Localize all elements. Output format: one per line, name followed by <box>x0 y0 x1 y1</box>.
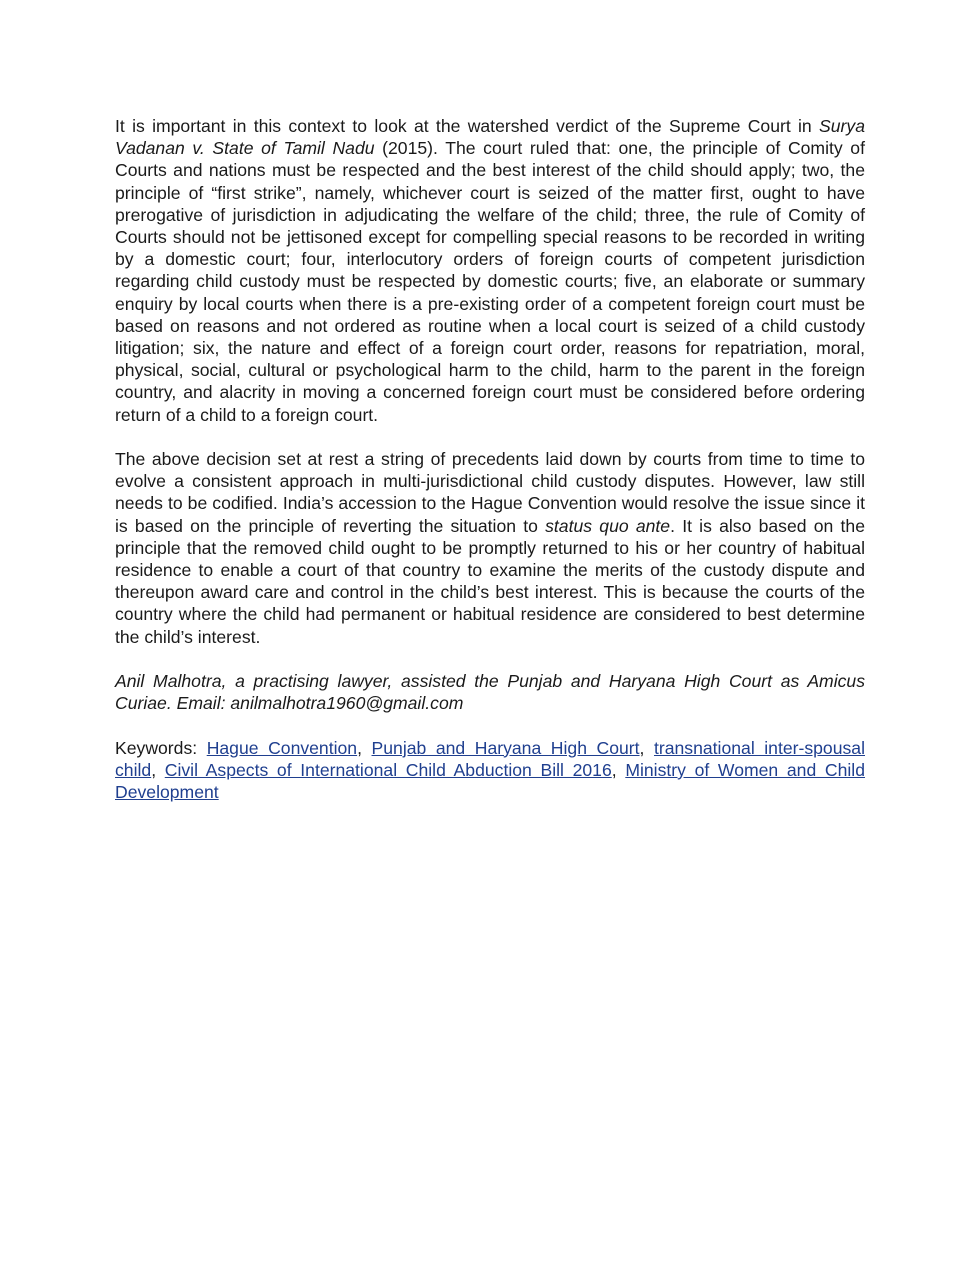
keyword-link-transnational-inter-spousal-child[interactable]: transnational inter-spousal child <box>115 737 865 780</box>
keyword-separator: , <box>639 737 654 758</box>
paragraph-text: It is important in this context to look at the watershed verdict of the Supreme Court in <box>115 116 820 136</box>
keyword-link-punjab-haryana-high-court[interactable]: Punjab and Haryana High Court <box>371 737 640 758</box>
paragraph-supreme-court-verdict <box>115 115 865 426</box>
keyword-link-hague-convention[interactable]: Hague Convention <box>206 737 358 758</box>
keyword-separator: , <box>357 737 372 758</box>
keywords-line <box>115 737 865 804</box>
keyword-link-ministry-women-child-development[interactable]: Ministry of Women and Child Development <box>115 759 865 803</box>
keyword-link-child-abduction-bill[interactable]: Civil Aspects of International Child Abduction Bill 2016 <box>164 759 612 780</box>
author-note-text: Anil Malhotra, a practising lawyer, assisted the Punjab and Haryana High Court as Amicus Curiae. Email: anilmalhotra1960@gmail.com <box>115 671 865 714</box>
document-page <box>115 115 865 825</box>
keywords-label: Keywords: <box>115 737 207 758</box>
keyword-separator: , <box>151 759 165 780</box>
paragraph-text: The above decision set at rest a string of precedents laid down by courts from time to time to evolve a consistent approach in multi-jurisdictional child custody disputes. However, law still needs to be codified. India’s accession to the Hague Convention would resolve the issue since it is based on the principle of reverting the situation to <box>115 449 865 536</box>
paragraph-hague-convention <box>115 448 865 648</box>
paragraph-text: . It is also based on the principle that the removed child ought to be promptly returned to his or her country of habitual residence to enable a court of that country to examine the merits of the custody dispute and thereupon award care and control in the child’s best interest. This is because the courts of the country where the child had permanent or habitual residence are considered to best determine the child’s interest. <box>115 515 865 647</box>
author-note <box>115 670 865 714</box>
case-name: Surya Vadanan v. State of Tamil Nadu <box>115 116 865 159</box>
latin-phrase: status quo ante <box>545 515 671 536</box>
paragraph-text: (2015). The court ruled that: one, the principle of Comity of Courts and nations must be respected and the best interest of the child should apply; two, the principle of “first strike”, namely, whichever court is seized of the matter first, ought to have prerogative of jurisdiction in adjudicating the welfare of the child; three, the rule of Comity of Courts should not be jettisoned except for compelling special reasons to be recorded in writing by a domestic court; four, interlocutory orders of foreign courts of competent jurisdiction regarding child custody must be respected by domestic courts; five, an elaborate or summary enquiry by local courts when there is a pre-existing order of a competent foreign court must be based on reasons and not ordered as routine when a local court is seized of a child custody litigation; six, the nature and effect of a foreign court order, reasons for repatriation, moral, physical, social, cultural or psychological harm to the child, harm to the parent in the foreign country, and alacrity in moving a concerned foreign court must be considered before ordering return of a child to a foreign court. <box>115 138 865 425</box>
keyword-separator: , <box>611 759 626 780</box>
